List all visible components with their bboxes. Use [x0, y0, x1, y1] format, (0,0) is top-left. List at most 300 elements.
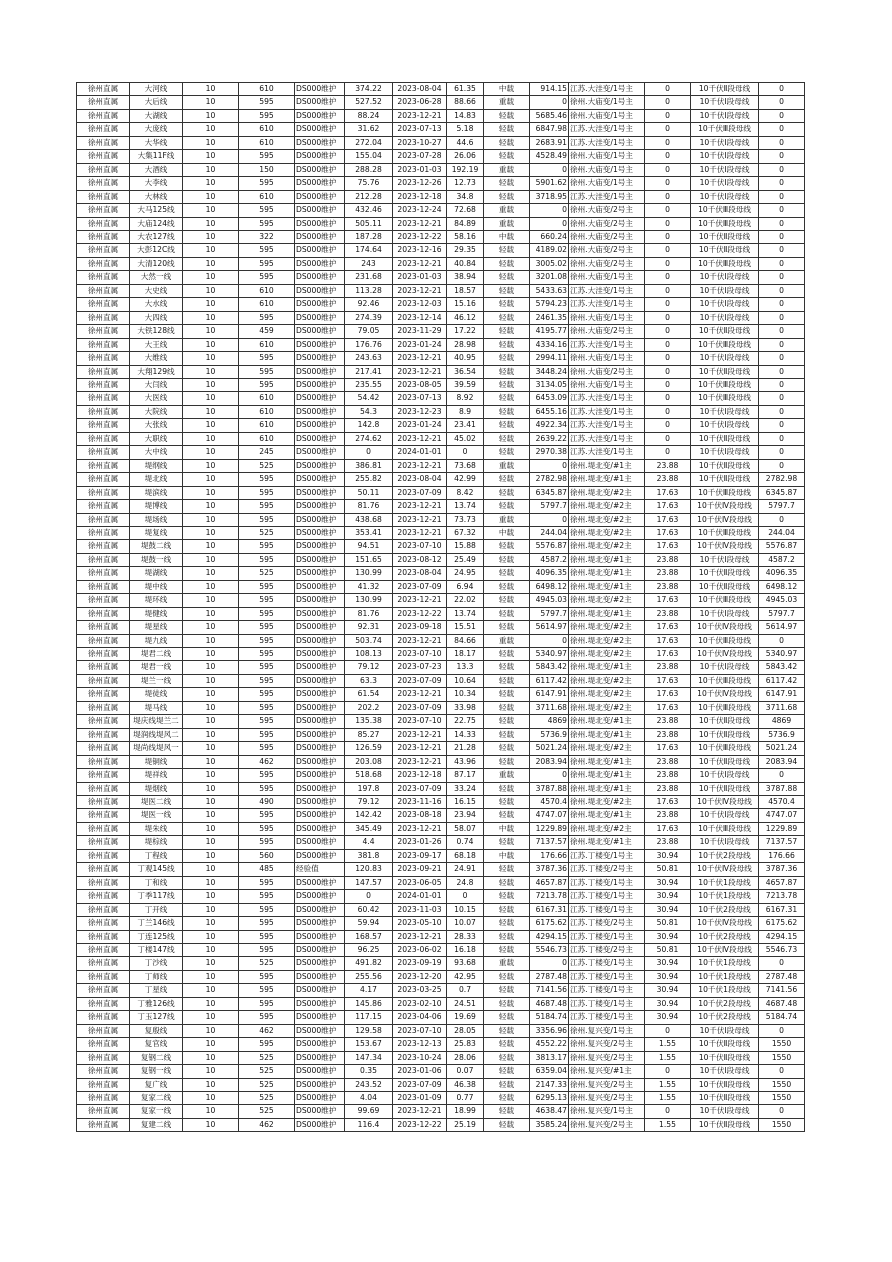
transformer-load-cell: 23.88: [645, 661, 691, 674]
transformer-cell: 江苏.大洼变/1号主: [569, 338, 645, 351]
busbar-cell: 10千伏Ⅱ段母线: [691, 782, 759, 795]
rated-current-cell: 610: [239, 405, 295, 418]
method-cell: DS000维护: [295, 621, 345, 634]
available-capacity-cell: 2782.98: [530, 473, 569, 486]
unit-cell: 徐州直属: [77, 594, 130, 607]
unit-cell: 徐州直属: [77, 365, 130, 378]
line-name-cell: 大史线: [130, 284, 183, 297]
table-row: [77, 944, 805, 957]
line-name-cell: 大中线: [130, 446, 183, 459]
available-capacity-cell: 5184.74: [530, 1011, 569, 1024]
available-capacity-cell: 1229.89: [530, 822, 569, 835]
method-cell: DS000维护: [295, 1118, 345, 1131]
transformer-cell: 徐州.堤北变/#2主: [569, 526, 645, 539]
transformer-cell: 徐州.堤北变/#1主: [569, 567, 645, 580]
current-cell: 79.12: [345, 661, 393, 674]
line-name-cell: 复钢二线: [130, 1051, 183, 1064]
transformer-cell: 徐州.堤北变/#2主: [569, 513, 645, 526]
busbar-cell: 10千伏Ⅰ段母线: [691, 271, 759, 284]
date-cell: 2023-04-06: [393, 1011, 447, 1024]
busbar-cell: 10千伏Ⅲ段母线: [691, 204, 759, 217]
open-capacity-cell: 5614.97: [759, 621, 805, 634]
transformer-load-cell: 0: [645, 352, 691, 365]
date-cell: 2023-07-28: [393, 150, 447, 163]
open-capacity-cell: 3787.88: [759, 782, 805, 795]
table-row: [77, 876, 805, 889]
voltage-cell: 10: [183, 769, 239, 782]
current-cell: 386.81: [345, 459, 393, 472]
rated-current-cell: 595: [239, 742, 295, 755]
busbar-cell: 10千伏Ⅳ段母线: [691, 863, 759, 876]
current-cell: 54.42: [345, 392, 393, 405]
method-cell: DS000维护: [295, 634, 345, 647]
unit-cell: 徐州直属: [77, 473, 130, 486]
transformer-cell: 江苏.丁楼变/1号主: [569, 903, 645, 916]
table-row: [77, 634, 805, 647]
date-cell: 2023-10-24: [393, 1051, 447, 1064]
open-capacity-cell: 0: [759, 271, 805, 284]
current-cell: 168.57: [345, 930, 393, 943]
method-cell: DS000维护: [295, 769, 345, 782]
method-cell: DS000维护: [295, 728, 345, 741]
line-name-cell: 大李线: [130, 177, 183, 190]
load-rate-cell: 72.68: [447, 204, 484, 217]
available-capacity-cell: 6295.13: [530, 1091, 569, 1104]
transformer-load-cell: 1.55: [645, 1091, 691, 1104]
method-cell: DS000维护: [295, 594, 345, 607]
available-capacity-cell: 4195.77: [530, 325, 569, 338]
load-status-cell: 轻载: [484, 1078, 530, 1091]
busbar-cell: 10千伏Ⅰ段母线: [691, 96, 759, 109]
available-capacity-cell: 6498.12: [530, 580, 569, 593]
load-rate-cell: 13.74: [447, 607, 484, 620]
unit-cell: 徐州直属: [77, 419, 130, 432]
transformer-cell: 徐州.堤北变/#2主: [569, 540, 645, 553]
open-capacity-cell: 5797.7: [759, 607, 805, 620]
date-cell: 2023-12-13: [393, 1038, 447, 1051]
transformer-load-cell: 0: [645, 244, 691, 257]
available-capacity-cell: 3711.68: [530, 701, 569, 714]
rated-current-cell: 525: [239, 567, 295, 580]
rated-current-cell: 595: [239, 271, 295, 284]
load-status-cell: 轻载: [484, 136, 530, 149]
method-cell: DS000维护: [295, 661, 345, 674]
open-capacity-cell: 0: [759, 769, 805, 782]
rated-current-cell: 595: [239, 352, 295, 365]
voltage-cell: 10: [183, 553, 239, 566]
rated-current-cell: 459: [239, 325, 295, 338]
available-capacity-cell: 4638.47: [530, 1105, 569, 1118]
method-cell: DS000维护: [295, 526, 345, 539]
date-cell: 2023-01-09: [393, 1091, 447, 1104]
unit-cell: 徐州直属: [77, 311, 130, 324]
open-capacity-cell: 0: [759, 419, 805, 432]
load-status-cell: 轻载: [484, 446, 530, 459]
open-capacity-cell: 0: [759, 365, 805, 378]
date-cell: 2023-01-24: [393, 338, 447, 351]
transformer-cell: 徐州.堤北变/#1主: [569, 459, 645, 472]
unit-cell: 徐州直属: [77, 903, 130, 916]
available-capacity-cell: 5685.46: [530, 109, 569, 122]
line-name-cell: 丁沙线: [130, 957, 183, 970]
load-status-cell: 轻载: [484, 648, 530, 661]
unit-cell: 徐州直属: [77, 621, 130, 634]
available-capacity-cell: 2994.11: [530, 352, 569, 365]
table-row: [77, 863, 805, 876]
table-row: [77, 230, 805, 243]
voltage-cell: 10: [183, 607, 239, 620]
method-cell: DS000维护: [295, 459, 345, 472]
open-capacity-cell: 0: [759, 957, 805, 970]
current-cell: 129.58: [345, 1024, 393, 1037]
rated-current-cell: 490: [239, 796, 295, 809]
open-capacity-cell: 6345.87: [759, 486, 805, 499]
date-cell: 2023-07-09: [393, 580, 447, 593]
date-cell: 2023-12-21: [393, 352, 447, 365]
busbar-cell: 10千伏1段母线: [691, 970, 759, 983]
rated-current-cell: 610: [239, 432, 295, 445]
current-cell: 88.24: [345, 109, 393, 122]
voltage-cell: 10: [183, 944, 239, 957]
load-rate-cell: 13.74: [447, 500, 484, 513]
transformer-cell: 徐州.大庙变/1号主: [569, 177, 645, 190]
transformer-cell: 徐州.大庙变/1号主: [569, 163, 645, 176]
available-capacity-cell: 0: [530, 163, 569, 176]
transformer-cell: 徐州.大庙变/1号主: [569, 311, 645, 324]
rated-current-cell: 595: [239, 997, 295, 1010]
transformer-load-cell: 30.94: [645, 997, 691, 1010]
unit-cell: 徐州直属: [77, 970, 130, 983]
available-capacity-cell: 7213.78: [530, 890, 569, 903]
method-cell: DS000维护: [295, 674, 345, 687]
rated-current-cell: 595: [239, 648, 295, 661]
load-status-cell: 轻载: [484, 392, 530, 405]
method-cell: DS000维护: [295, 970, 345, 983]
voltage-cell: 10: [183, 567, 239, 580]
load-rate-cell: 24.8: [447, 876, 484, 889]
line-name-cell: 复殷线: [130, 1024, 183, 1037]
voltage-cell: 10: [183, 338, 239, 351]
busbar-cell: 10千伏Ⅳ段母线: [691, 648, 759, 661]
line-name-cell: 大铁128线: [130, 325, 183, 338]
unit-cell: 徐州直属: [77, 190, 130, 203]
line-name-cell: 堤医二线: [130, 796, 183, 809]
line-name-cell: 大酒线: [130, 163, 183, 176]
table-row: [77, 1011, 805, 1024]
load-status-cell: 轻载: [484, 984, 530, 997]
rated-current-cell: 610: [239, 123, 295, 136]
transformer-load-cell: 30.94: [645, 849, 691, 862]
load-rate-cell: 15.88: [447, 540, 484, 553]
load-rate-cell: 10.64: [447, 674, 484, 687]
load-rate-cell: 12.73: [447, 177, 484, 190]
method-cell: DS000维护: [295, 997, 345, 1010]
load-status-cell: 轻载: [484, 782, 530, 795]
rated-current-cell: 525: [239, 459, 295, 472]
line-name-cell: 复广线: [130, 1078, 183, 1091]
line-name-cell: 大闫线: [130, 378, 183, 391]
voltage-cell: 10: [183, 809, 239, 822]
rated-current-cell: 595: [239, 715, 295, 728]
rated-current-cell: 595: [239, 1011, 295, 1024]
line-name-cell: 大后线: [130, 96, 183, 109]
available-capacity-cell: 5797.7: [530, 607, 569, 620]
table-row: [77, 1091, 805, 1104]
line-name-cell: 丁兰146线: [130, 917, 183, 930]
transformer-cell: 江苏.丁楼变/1号主: [569, 930, 645, 943]
voltage-cell: 10: [183, 970, 239, 983]
table-row: [77, 352, 805, 365]
table-row: [77, 540, 805, 553]
line-name-cell: 丁玉127线: [130, 1011, 183, 1024]
date-cell: 2023-12-21: [393, 755, 447, 768]
date-cell: 2023-07-10: [393, 715, 447, 728]
method-cell: DS000维护: [295, 580, 345, 593]
date-cell: 2023-09-19: [393, 957, 447, 970]
table-row: [77, 338, 805, 351]
unit-cell: 徐州直属: [77, 715, 130, 728]
load-rate-cell: 67.32: [447, 526, 484, 539]
load-rate-cell: 8.42: [447, 486, 484, 499]
voltage-cell: 10: [183, 513, 239, 526]
load-rate-cell: 23.94: [447, 809, 484, 822]
transformer-cell: 江苏.大洼变/1号主: [569, 405, 645, 418]
load-status-cell: 轻载: [484, 930, 530, 943]
rated-current-cell: 595: [239, 836, 295, 849]
transformer-cell: 徐州.复兴变/2号主: [569, 1078, 645, 1091]
open-capacity-cell: 0: [759, 432, 805, 445]
table-row: [77, 1118, 805, 1131]
method-cell: DS000维护: [295, 338, 345, 351]
transformer-cell: 江苏.丁楼变/1号主: [569, 849, 645, 862]
table-row: [77, 136, 805, 149]
transformer-cell: 江苏.丁楼变/1号主: [569, 997, 645, 1010]
method-cell: DS000维护: [295, 1105, 345, 1118]
open-capacity-cell: 6147.91: [759, 688, 805, 701]
busbar-cell: 10千伏Ⅱ段母线: [691, 325, 759, 338]
busbar-cell: 10千伏1段母线: [691, 890, 759, 903]
unit-cell: 徐州直属: [77, 83, 130, 96]
method-cell: DS000维护: [295, 1065, 345, 1078]
load-rate-cell: 61.35: [447, 83, 484, 96]
date-cell: 2023-07-10: [393, 1024, 447, 1037]
open-capacity-cell: 0: [759, 378, 805, 391]
available-capacity-cell: 914.15: [530, 83, 569, 96]
unit-cell: 徐州直属: [77, 96, 130, 109]
busbar-cell: 10千伏Ⅱ段母线: [691, 244, 759, 257]
voltage-cell: 10: [183, 392, 239, 405]
transformer-load-cell: 0: [645, 257, 691, 270]
rated-current-cell: 595: [239, 917, 295, 930]
transformer-cell: 江苏.丁楼变/1号主: [569, 984, 645, 997]
transformer-load-cell: 23.88: [645, 567, 691, 580]
voltage-cell: 10: [183, 796, 239, 809]
voltage-cell: 10: [183, 728, 239, 741]
current-cell: 174.64: [345, 244, 393, 257]
line-name-cell: 大河线: [130, 83, 183, 96]
date-cell: 2023-12-21: [393, 728, 447, 741]
current-cell: 527.52: [345, 96, 393, 109]
voltage-cell: 10: [183, 325, 239, 338]
load-rate-cell: 15.16: [447, 298, 484, 311]
line-name-cell: 丁观145线: [130, 863, 183, 876]
load-status-cell: 轻载: [484, 365, 530, 378]
busbar-cell: 10千伏Ⅱ段母线: [691, 1038, 759, 1051]
voltage-cell: 10: [183, 230, 239, 243]
unit-cell: 徐州直属: [77, 298, 130, 311]
transformer-load-cell: 23.88: [645, 836, 691, 849]
open-capacity-cell: 3787.36: [759, 863, 805, 876]
current-cell: 4.04: [345, 1091, 393, 1104]
load-status-cell: 重载: [484, 217, 530, 230]
open-capacity-cell: 5340.97: [759, 648, 805, 661]
load-rate-cell: 73.73: [447, 513, 484, 526]
date-cell: 2023-10-27: [393, 136, 447, 149]
transformer-load-cell: 30.94: [645, 930, 691, 943]
transformer-cell: 江苏.丁楼变/2号主: [569, 917, 645, 930]
rated-current-cell: 462: [239, 755, 295, 768]
method-cell: DS000维护: [295, 701, 345, 714]
busbar-cell: 10千伏Ⅰ段母线: [691, 150, 759, 163]
load-rate-cell: 38.94: [447, 271, 484, 284]
open-capacity-cell: 5184.74: [759, 1011, 805, 1024]
method-cell: 经验值: [295, 863, 345, 876]
unit-cell: 徐州直属: [77, 769, 130, 782]
line-name-cell: 堤九线: [130, 634, 183, 647]
current-cell: 130.99: [345, 567, 393, 580]
method-cell: DS000维护: [295, 836, 345, 849]
load-status-cell: 中载: [484, 849, 530, 862]
method-cell: DS000维护: [295, 230, 345, 243]
rated-current-cell: 595: [239, 177, 295, 190]
table-row: [77, 567, 805, 580]
load-rate-cell: 10.15: [447, 903, 484, 916]
load-rate-cell: 6.94: [447, 580, 484, 593]
date-cell: 2023-02-10: [393, 997, 447, 1010]
transformer-load-cell: 23.88: [645, 755, 691, 768]
date-cell: 2023-07-23: [393, 661, 447, 674]
date-cell: 2023-12-21: [393, 930, 447, 943]
open-capacity-cell: 4687.48: [759, 997, 805, 1010]
feeder-load-table: [76, 82, 805, 1132]
busbar-cell: 10千伏Ⅱ段母线: [691, 1091, 759, 1104]
current-cell: 126.59: [345, 742, 393, 755]
voltage-cell: 10: [183, 863, 239, 876]
date-cell: 2023-08-04: [393, 567, 447, 580]
unit-cell: 徐州直属: [77, 809, 130, 822]
busbar-cell: 10千伏Ⅲ段母线: [691, 486, 759, 499]
busbar-cell: 10千伏Ⅳ段母线: [691, 621, 759, 634]
open-capacity-cell: 4657.87: [759, 876, 805, 889]
transformer-load-cell: 0: [645, 338, 691, 351]
voltage-cell: 10: [183, 419, 239, 432]
unit-cell: 徐州直属: [77, 540, 130, 553]
rated-current-cell: 150: [239, 163, 295, 176]
load-status-cell: 轻载: [484, 809, 530, 822]
unit-cell: 徐州直属: [77, 392, 130, 405]
available-capacity-cell: 3005.02: [530, 257, 569, 270]
load-rate-cell: 40.84: [447, 257, 484, 270]
open-capacity-cell: 0: [759, 204, 805, 217]
open-capacity-cell: 0: [759, 311, 805, 324]
table-row: [77, 486, 805, 499]
table-row: [77, 284, 805, 297]
rated-current-cell: 525: [239, 1065, 295, 1078]
unit-cell: 徐州直属: [77, 553, 130, 566]
current-cell: 243: [345, 257, 393, 270]
line-name-cell: 堤滨线: [130, 486, 183, 499]
available-capacity-cell: 5843.42: [530, 661, 569, 674]
table-row: [77, 419, 805, 432]
open-capacity-cell: 5736.9: [759, 728, 805, 741]
unit-cell: 徐州直属: [77, 822, 130, 835]
voltage-cell: 10: [183, 876, 239, 889]
unit-cell: 徐州直属: [77, 217, 130, 230]
open-capacity-cell: 5576.87: [759, 540, 805, 553]
current-cell: 255.56: [345, 970, 393, 983]
unit-cell: 徐州直属: [77, 796, 130, 809]
load-rate-cell: 43.96: [447, 755, 484, 768]
available-capacity-cell: 4587.2: [530, 553, 569, 566]
open-capacity-cell: 4945.03: [759, 594, 805, 607]
available-capacity-cell: 4922.34: [530, 419, 569, 432]
open-capacity-cell: 2782.98: [759, 473, 805, 486]
transformer-cell: 徐州.复兴变/2号主: [569, 1051, 645, 1064]
open-capacity-cell: 1229.89: [759, 822, 805, 835]
busbar-cell: 10千伏2段母线: [691, 1011, 759, 1024]
method-cell: DS000维护: [295, 849, 345, 862]
load-status-cell: 轻载: [484, 607, 530, 620]
line-name-cell: 堤马线: [130, 701, 183, 714]
open-capacity-cell: 5021.24: [759, 742, 805, 755]
open-capacity-cell: 0: [759, 459, 805, 472]
transformer-cell: 徐州.堤北变/#1主: [569, 769, 645, 782]
transformer-cell: 徐州.堤北变/#2主: [569, 594, 645, 607]
rated-current-cell: 595: [239, 473, 295, 486]
open-capacity-cell: 0: [759, 150, 805, 163]
unit-cell: 徐州直属: [77, 1038, 130, 1051]
voltage-cell: 10: [183, 849, 239, 862]
busbar-cell: 10千伏Ⅱ段母线: [691, 83, 759, 96]
available-capacity-cell: 5736.9: [530, 728, 569, 741]
load-status-cell: 轻载: [484, 715, 530, 728]
voltage-cell: 10: [183, 83, 239, 96]
transformer-load-cell: 30.94: [645, 876, 691, 889]
line-name-cell: 丁雅126线: [130, 997, 183, 1010]
unit-cell: 徐州直属: [77, 1091, 130, 1104]
open-capacity-cell: 244.04: [759, 526, 805, 539]
transformer-cell: 江苏.大洼变/1号主: [569, 83, 645, 96]
available-capacity-cell: 2787.48: [530, 970, 569, 983]
line-name-cell: 丁和线: [130, 876, 183, 889]
transformer-load-cell: 0: [645, 271, 691, 284]
unit-cell: 徐州直属: [77, 1051, 130, 1064]
unit-cell: 徐州直属: [77, 352, 130, 365]
current-cell: 99.69: [345, 1105, 393, 1118]
date-cell: 2023-01-24: [393, 419, 447, 432]
line-name-cell: 大王线: [130, 338, 183, 351]
load-rate-cell: 45.02: [447, 432, 484, 445]
table-row: [77, 661, 805, 674]
method-cell: DS000维护: [295, 796, 345, 809]
busbar-cell: 10千伏2段母线: [691, 997, 759, 1010]
line-name-cell: 大华线: [130, 136, 183, 149]
available-capacity-cell: 5576.87: [530, 540, 569, 553]
current-cell: 381.8: [345, 849, 393, 862]
unit-cell: 徐州直属: [77, 849, 130, 862]
busbar-cell: 10千伏Ⅱ段母线: [691, 755, 759, 768]
current-cell: 197.8: [345, 782, 393, 795]
